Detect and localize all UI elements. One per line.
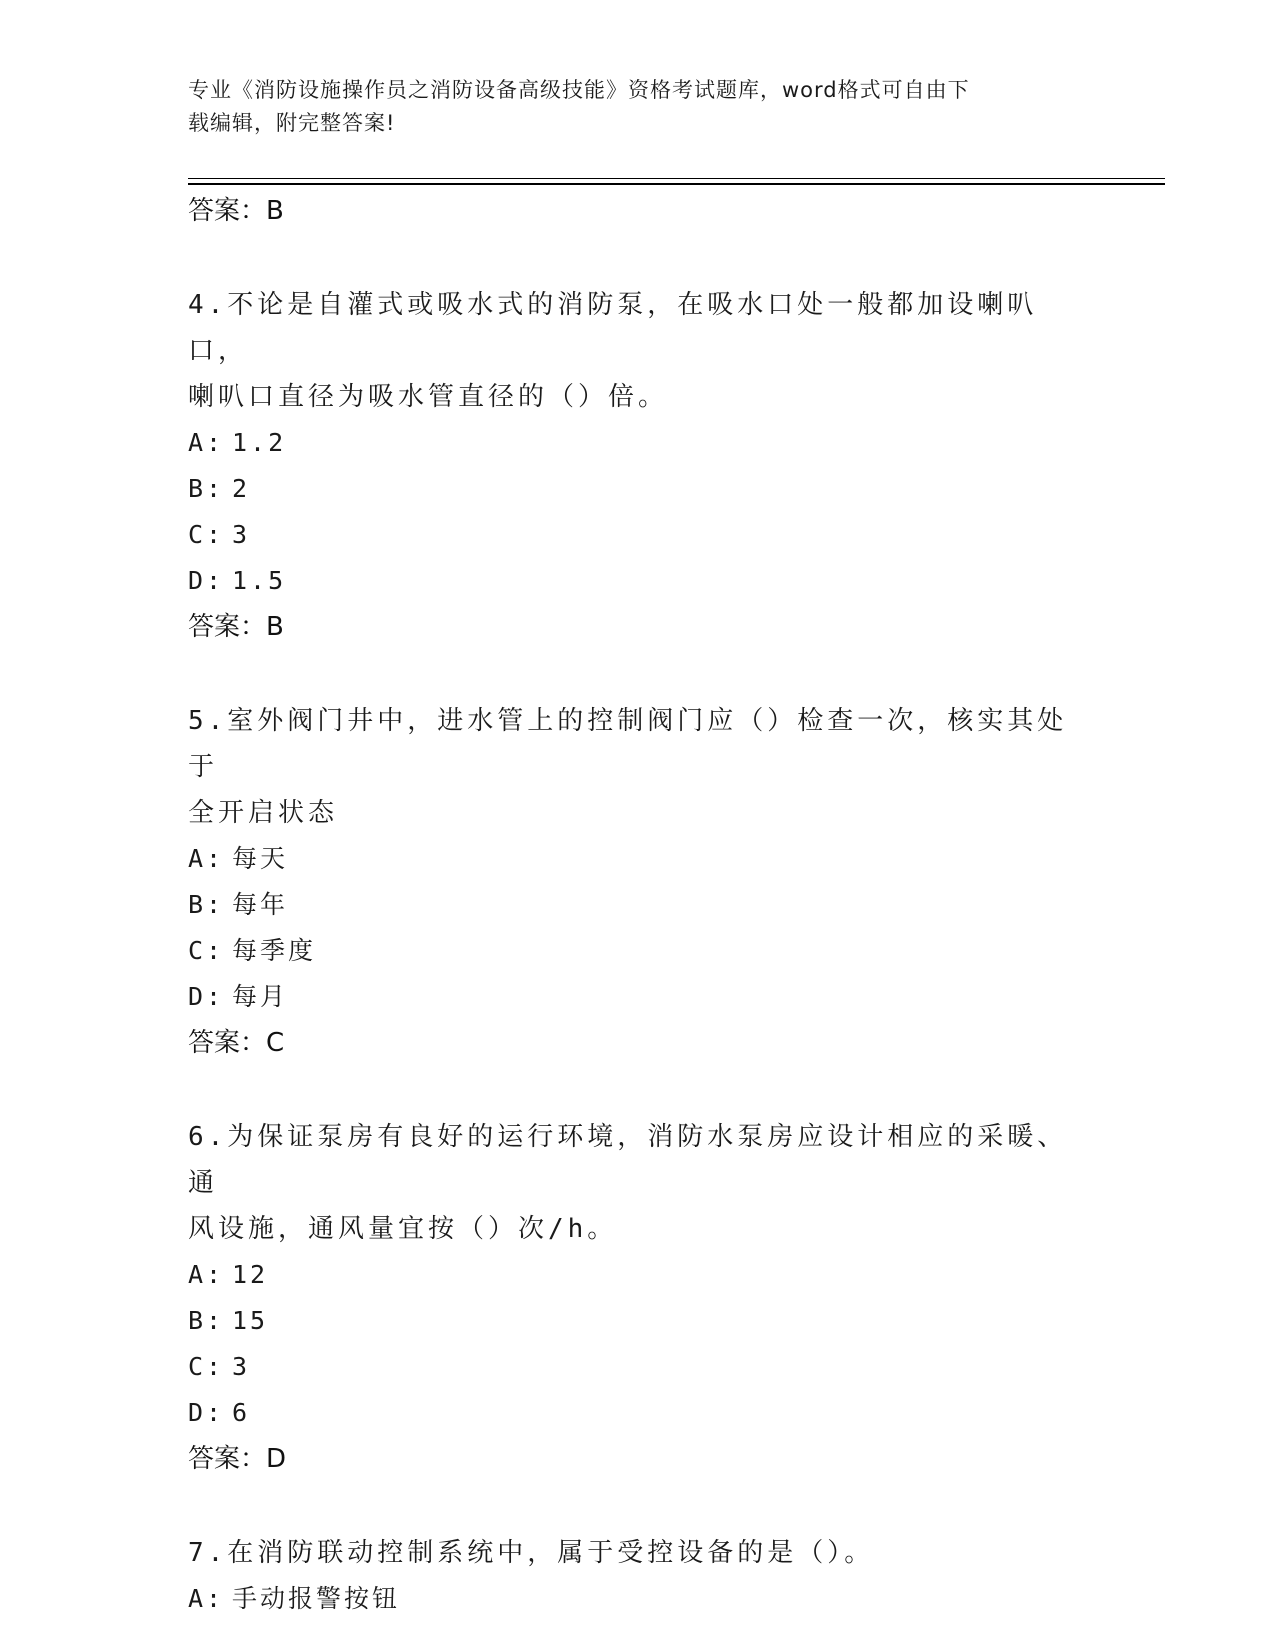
question-block xyxy=(188,1114,1088,1482)
question-block xyxy=(188,698,1088,1066)
answer-line: 答案：C xyxy=(188,1028,285,1058)
question-stem-line: 全开启状态 xyxy=(188,798,339,828)
option-b: B: 15 xyxy=(188,1306,269,1335)
option-a: A: 12 xyxy=(188,1260,269,1289)
question-stem xyxy=(188,1114,1088,1252)
header-line-1: 专业《消防设施操作员之消防设备高级技能》资格考试题库，word格式可自由下 xyxy=(188,78,970,102)
option-d: D: 6 xyxy=(188,1398,251,1427)
header-line-2: 载编辑，附完整答案! xyxy=(188,111,396,135)
option-b: B: 每年 xyxy=(188,890,289,919)
question-list xyxy=(188,188,1088,1622)
answer-line: 答案：B xyxy=(188,612,284,642)
question-stem xyxy=(188,1530,1088,1576)
question-stem-line: 风设施，通风量宜按（）次/h。 xyxy=(188,1214,618,1244)
question-stem xyxy=(188,282,1088,420)
option-c: C: 3 xyxy=(188,520,251,549)
option-a: A: 每天 xyxy=(188,844,289,873)
question-stem-line: 6.为保证泵房有良好的运行环境，消防水泵房应设计相应的采暖、通 xyxy=(188,1122,1068,1198)
question-stem-line: 7.在消防联动控制系统中，属于受控设备的是（）。 xyxy=(188,1538,875,1568)
option-c: C: 每季度 xyxy=(188,936,317,965)
question-stem-line: 5.室外阀门井中，进水管上的控制阀门应（）检查一次，核实其处于 xyxy=(188,706,1068,782)
question-block xyxy=(188,1530,1088,1622)
question-block xyxy=(188,282,1088,650)
answer-line: 答案：D xyxy=(188,1444,287,1474)
answer-line: 答案：B xyxy=(188,196,284,226)
header-divider-thin xyxy=(188,178,1165,179)
question-stem-line: 4.不论是自灌式或吸水式的消防泵，在吸水口处一般都加设喇叭口， xyxy=(188,290,1038,366)
header-divider-thick xyxy=(188,183,1165,185)
question-stem xyxy=(188,698,1088,836)
option-a: A: 1.2 xyxy=(188,428,287,457)
option-c: C: 3 xyxy=(188,1352,251,1381)
question-stem-line: 喇叭口直径为吸水管直径的（）倍。 xyxy=(188,382,669,412)
document-header xyxy=(188,74,1088,140)
option-d: D: 1.5 xyxy=(188,566,287,595)
option-d: D: 每月 xyxy=(188,982,289,1011)
option-a: A: 手动报警按钮 xyxy=(188,1584,401,1613)
option-b: B: 2 xyxy=(188,474,251,503)
